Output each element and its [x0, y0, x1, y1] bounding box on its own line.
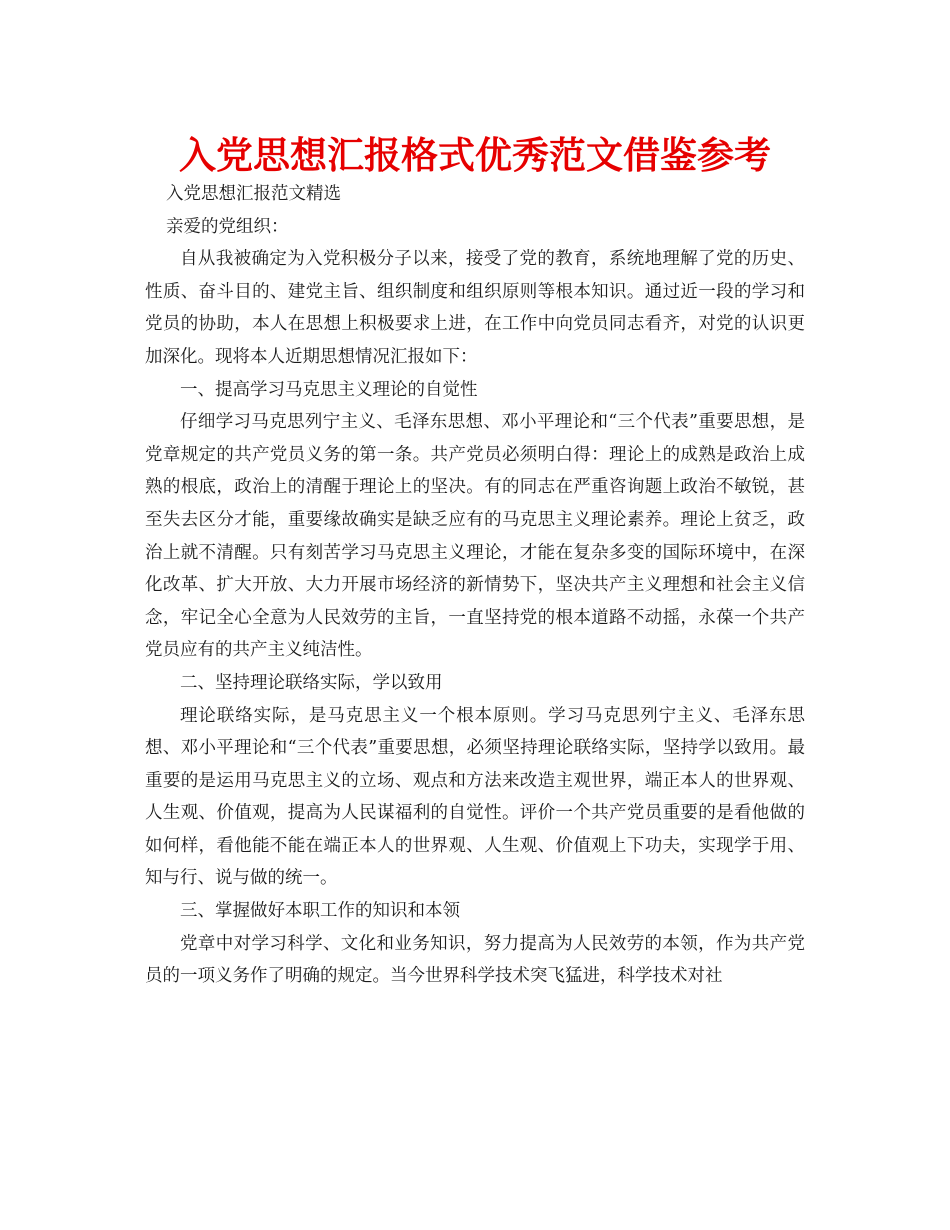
document-subtitle: 入党思想汇报范文精选	[166, 184, 341, 204]
paragraph-section-1: 仔细学习马克思列宁主义、毛泽东思想、邓小平理论和“三个代表”重要思想，是党章规定的共产党员义务的第一条。共产党员必须明白得：理论上的成熟是政治上成熟的根底，政治上的清醒于理论上的坚决。有的同志在严重咨询题上政治不敏锐，甚至失去区分才能，重要缘故确实是缺乏应有的马克思主义理论素养。理论上贫乏，政治上就不清醒。只有刻苦学习马克思主义理论，才能在复杂多变的国际环境中，在深化改革、扩大开放、大力开展市场经济的新情势下，坚决共产主义理想和社会主义信念，牢记全心全意为人民效劳的主旨，一直坚持党的根本道路不动摇，永葆一个共产党员应有的共产主义纯洁性。	[145, 412, 805, 661]
document-body	[145, 178, 805, 993]
section-heading-1: 一、提高学习马克思主义理论的自觉性	[180, 379, 478, 400]
section-heading-3: 三、掌握做好本职工作的知识和本领	[180, 901, 460, 922]
salutation: 亲爱的党组织：	[166, 216, 289, 237]
paragraph-section-2: 理论联络实际，是马克思主义一个根本原则。学习马克思列宁主义、毛泽东思想、邓小平理论和“三个代表”重要思想，必须坚持理论联络实际，坚持学以致用。最重要的是运用马克思主义的立场、观点和方法来改造主观世界，端正本人的世界观、人生观、价值观，提高为人民谋福利的自觉性。评价一个共产党员重要的是看他做的如何样，看他能不能在端正本人的世界观、人生观、价值观上下功夫，实现学于用、知与行、说与做的统一。	[145, 705, 805, 889]
section-heading-2: 二、坚持理论联络实际，学以致用	[180, 672, 443, 693]
paragraph-intro: 自从我被确定为入党积极分子以来，接受了党的教育，系统地理解了党的历史、性质、奋斗目的、建党主旨、组织制度和组织原则等根本知识。通过近一段的学习和党员的协助，本人在思想上积极要求上进，在工作中向党员同志看齐，对党的认识更加深化。现将本人近期思想情况汇报如下：	[145, 249, 805, 367]
document-title: 入党思想汇报格式优秀范文借鉴参考	[179, 134, 771, 177]
paragraph-section-3: 党章中对学习科学、文化和业务知识，努力提高为人民效劳的本领，作为共产党员的一项义务作了明确的规定。当今世界科学技术突飞猛进，科学技术对社	[145, 933, 805, 987]
